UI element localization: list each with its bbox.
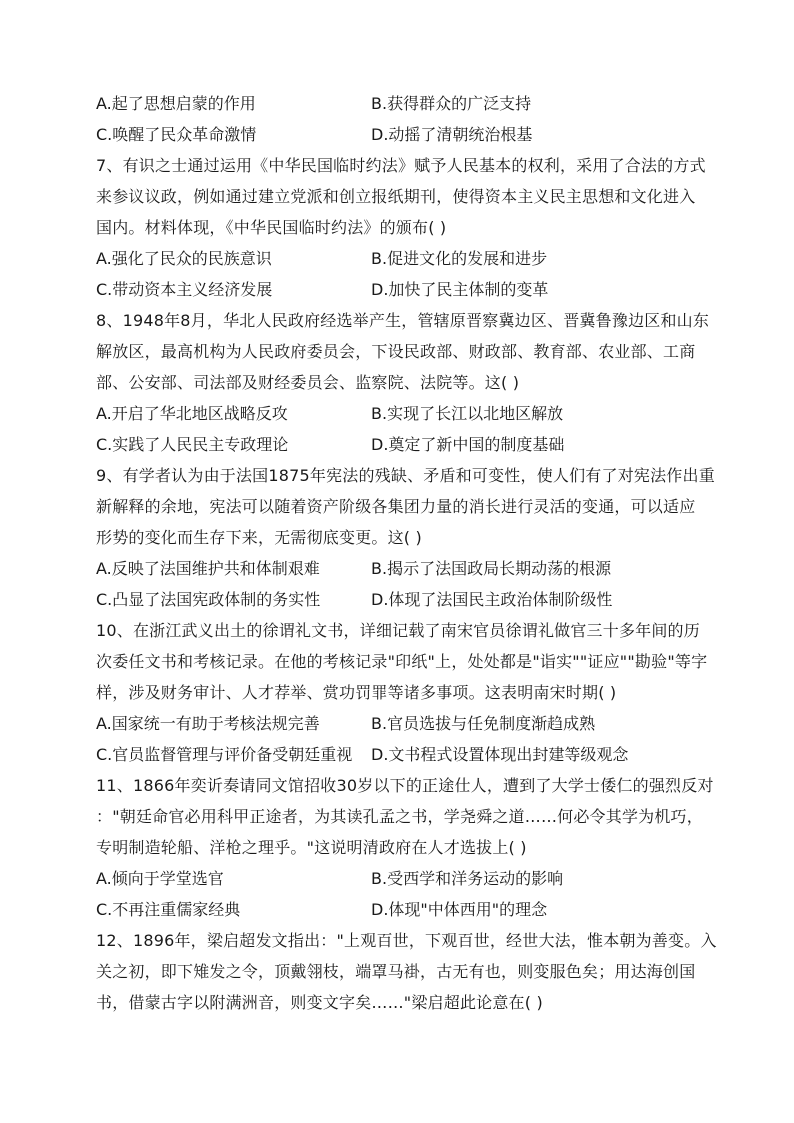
question-stem-line: 次委任文书和考核记录。在他的考核记录"印纸"上，处处都是"诣实""证应""勘验"等字 — [96, 652, 708, 671]
question-stem-line: 样，涉及财务审计、人才荐举、赏功罚罪等诸多事项。这表明南宋时期( ) — [96, 683, 617, 702]
answer-option[interactable]: A.起了思想启蒙的作用 — [96, 94, 256, 113]
question-stem-line: 新解释的余地，宪法可以随着资产阶级各集团力量的消长进行灵活的变通，可以适应 — [96, 497, 696, 516]
question-block — [96, 615, 708, 770]
answer-option[interactable]: A.强化了民众的民族意识 — [96, 249, 272, 268]
question-stem-line: 国内。材料体现，《中华民国临时约法》的颁布( ) — [96, 218, 447, 237]
answer-option[interactable]: C.带动资本主义经济发展 — [96, 280, 273, 299]
answer-option[interactable]: C.官员监督管理与评价备受朝廷重视 — [96, 745, 353, 764]
question-stem-line: 8、1948年8月，华北人民政府经选举产生，管辖原晋察冀边区、晋冀鲁豫边区和山东 — [96, 311, 710, 330]
question-stem-line: 来参议议政，例如通过建立党派和创立报纸期刊，使得资本主义民主思想和文化进入 — [96, 187, 696, 206]
options-block — [96, 88, 702, 150]
option-row — [96, 863, 702, 894]
question-block — [96, 305, 710, 460]
option-row — [96, 398, 702, 429]
question-stem-line: 12、1896年，梁启超发文指出："上观百世，下观百世，经世大法，惟本朝为善变。入 — [96, 931, 717, 950]
question-stem-line: 形势的变化而生存下来，无需彻底变更。这( ) — [96, 528, 422, 547]
answer-option[interactable]: B.受西学和洋务运动的影响 — [371, 869, 564, 888]
question-stem-line: 部、公安部、司法部及财经委员会、监察院、法院等。这( ) — [96, 373, 520, 392]
question-stem-line: 关之初，即下雉发之令，顶戴翎枝，端罩马褂，古无有也，则变服色矣；用达海创国 — [96, 962, 696, 981]
question-stem-line: 7、有识之士通过运用《中华民国临时约法》赋予人民基本的权利，采用了合法的方式 — [96, 156, 706, 175]
answer-option[interactable]: B.实现了长江以北地区解放 — [371, 404, 564, 423]
option-row — [96, 708, 702, 739]
option-row — [96, 584, 702, 615]
question-stem-line: 11、1866年奕䜣奏请同文馆招收30岁以下的正途仕人，遭到了大学士倭仁的强烈反对 — [96, 776, 714, 795]
answer-option[interactable]: D.体现了法国民主政治体制阶级性 — [371, 590, 613, 609]
answer-option[interactable]: A.反映了法国维护共和体制艰难 — [96, 559, 320, 578]
question-stem-line: ："朝廷命官必用科甲正途者，为其读孔孟之书，学尧舜之道……何必令其学为机巧， — [96, 807, 703, 826]
answer-option[interactable]: C.唤醒了民众革命激情 — [96, 125, 257, 144]
answer-option[interactable]: B.获得群众的广泛支持 — [371, 94, 532, 113]
option-row — [96, 429, 702, 460]
answer-option[interactable]: B.官员选拔与任免制度渐趋成熟 — [371, 714, 596, 733]
question-stem-line: 10、在浙江武义出土的徐谓礼文书，详细记载了南宋官员徐谓礼做官三十多年间的历 — [96, 621, 700, 640]
answer-option[interactable]: D.加快了民主体制的变革 — [371, 280, 549, 299]
answer-option[interactable]: A.国家统一有助于考核法规完善 — [96, 714, 320, 733]
answer-option[interactable]: D.体现"中体西用"的理念 — [371, 900, 548, 919]
question-block — [96, 770, 714, 925]
option-row — [96, 243, 702, 274]
answer-option[interactable]: C.凸显了法国宪政体制的务实性 — [96, 590, 321, 609]
question-stem-line: 解放区，最高机构为人民政府委员会，下设民政部、财政部、教育部、农业部、工商 — [96, 342, 696, 361]
question-block — [96, 150, 706, 305]
answer-option[interactable]: C.不再注重儒家经典 — [96, 900, 241, 919]
answer-option[interactable]: B.揭示了法国政局长期动荡的根源 — [371, 559, 612, 578]
answer-option[interactable]: A.倾向于学堂选官 — [96, 869, 224, 888]
answer-option[interactable]: A.开启了华北地区战略反攻 — [96, 404, 288, 423]
option-row — [96, 553, 702, 584]
answer-option[interactable]: B.促进文化的发展和进步 — [371, 249, 548, 268]
answer-option[interactable]: C.实践了人民民主专政理论 — [96, 435, 289, 454]
answer-option[interactable]: D.动摇了清朝统治根基 — [371, 125, 533, 144]
question-stem-line: 9、有学者认为由于法国1875年宪法的残缺、矛盾和可变性，使人们有了对宪法作出重 — [96, 466, 715, 485]
option-row — [96, 119, 702, 150]
answer-option[interactable]: D.奠定了新中国的制度基础 — [371, 435, 565, 454]
option-row — [96, 894, 702, 925]
question-stem-line: 专明制造轮船、洋枪之理乎。"这说明清政府在人才选拔上( ) — [96, 838, 527, 857]
option-row — [96, 739, 702, 770]
question-block — [96, 925, 717, 1018]
exam-page — [96, 88, 717, 1018]
question-stem-line: 书，借蒙古字以附满洲音，则变文字矣……"梁启超此论意在( ) — [96, 993, 543, 1012]
option-row — [96, 274, 702, 305]
answer-option[interactable]: D.文书程式设置体现出封建等级观念 — [371, 745, 629, 764]
question-block — [96, 460, 715, 615]
option-row — [96, 88, 702, 119]
